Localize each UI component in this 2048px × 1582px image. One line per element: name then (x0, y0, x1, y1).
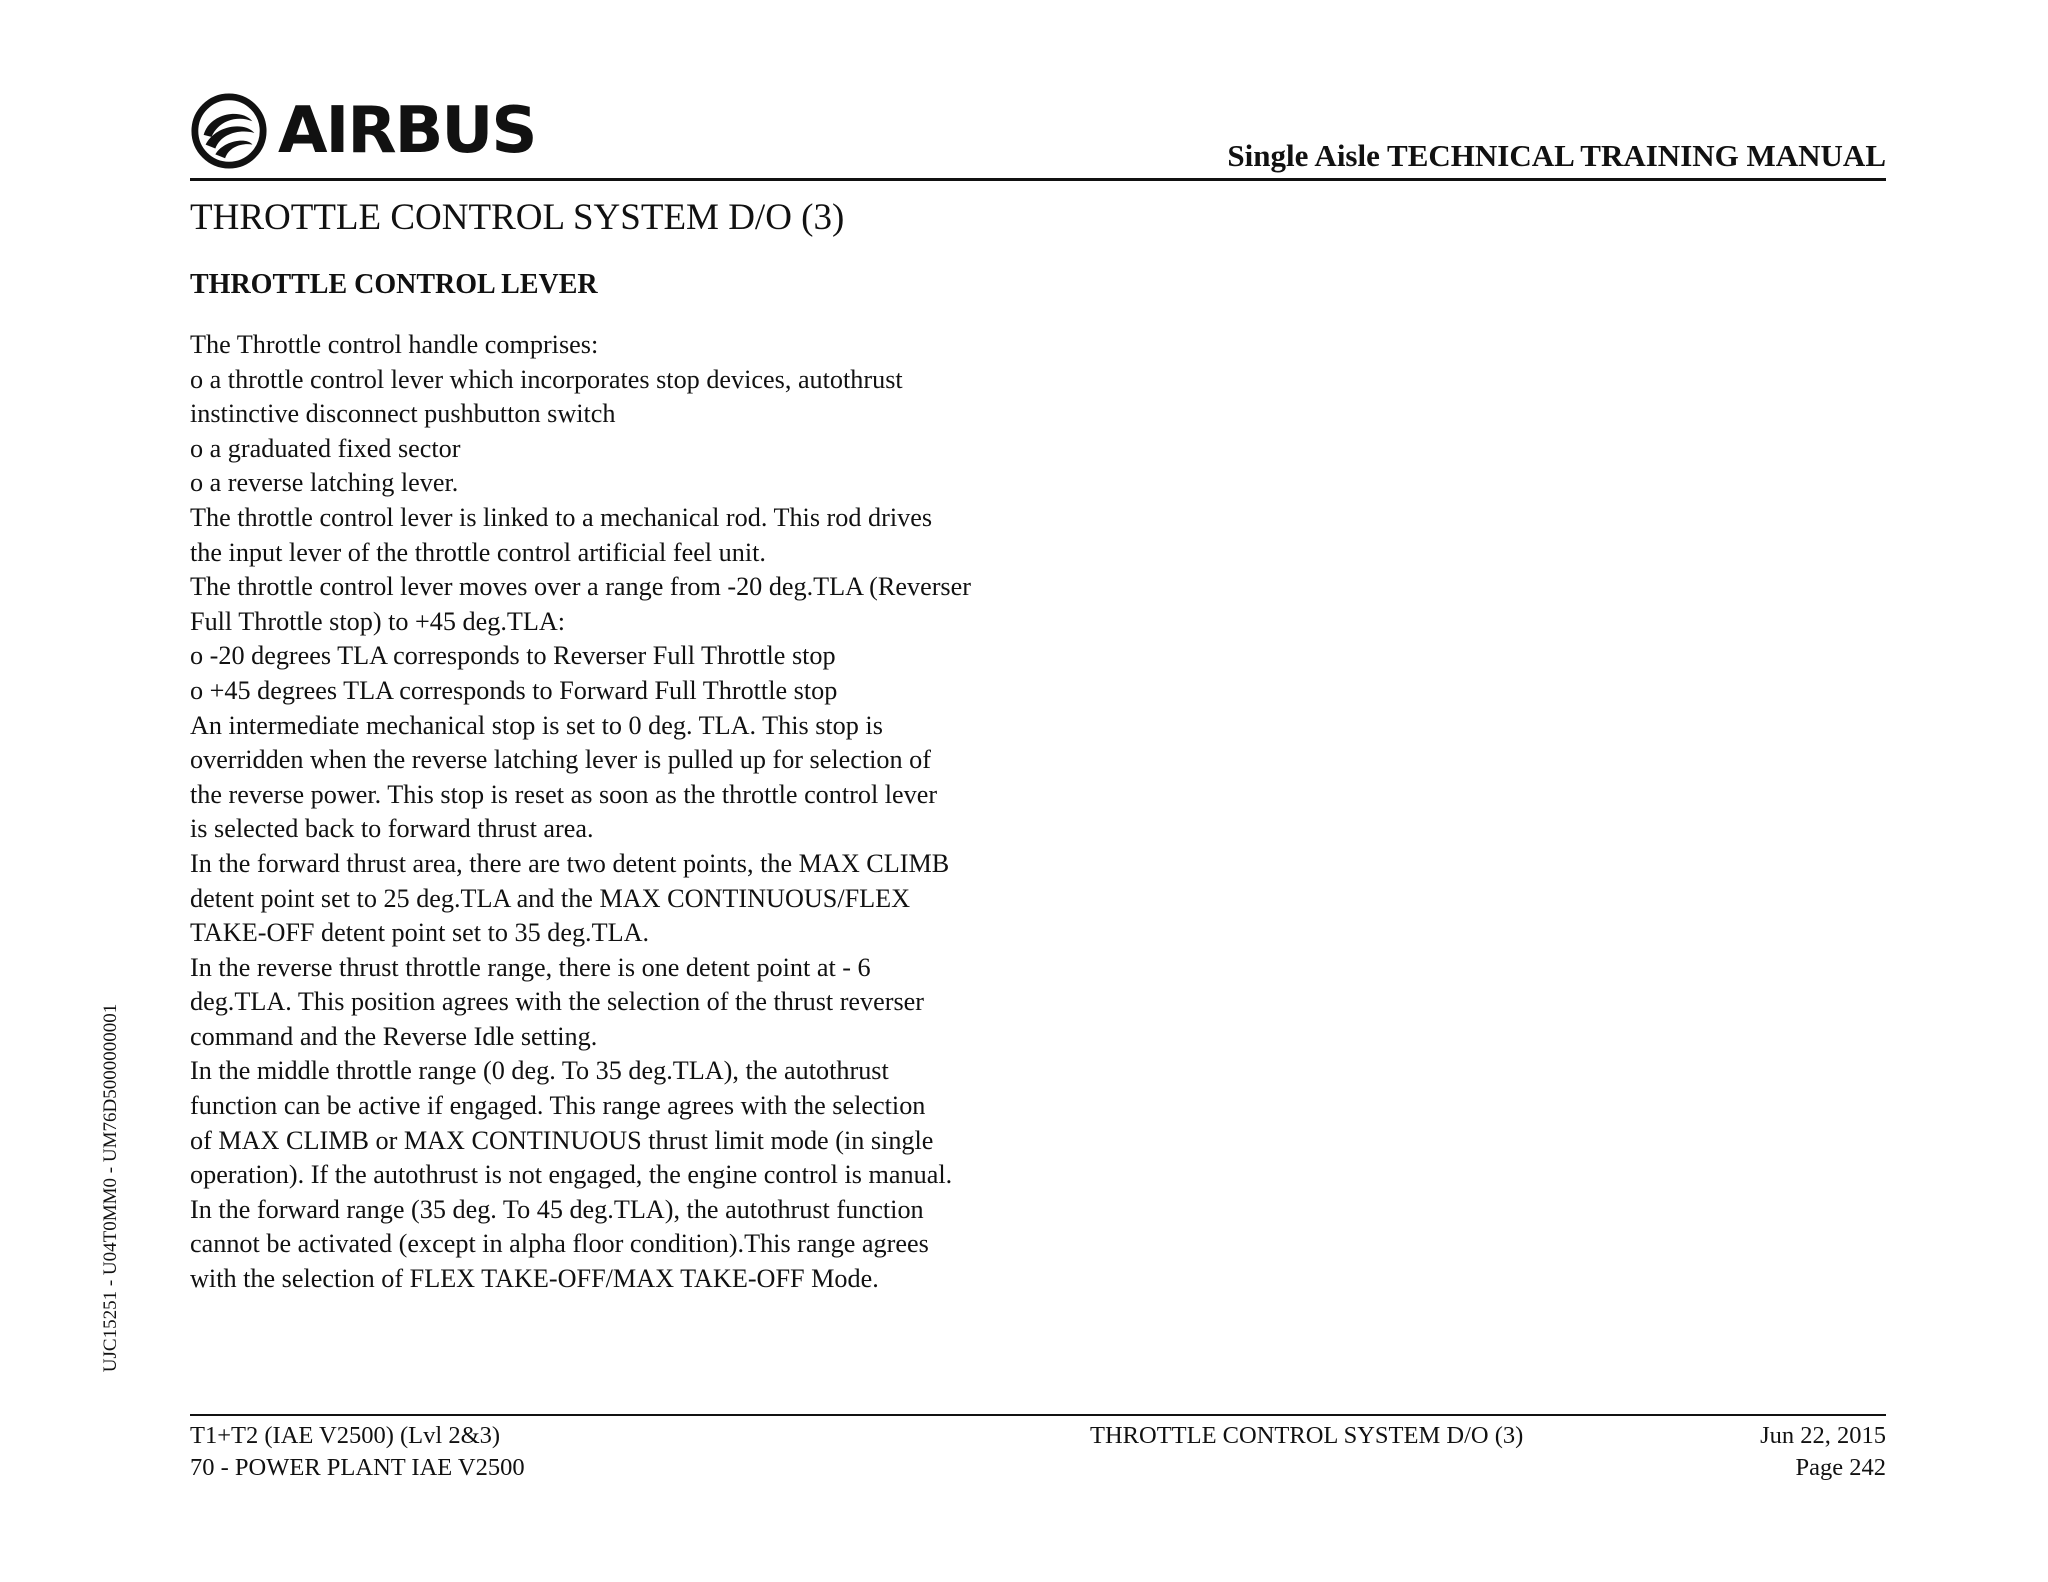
footer-chapter: 70 - POWER PLANT IAE V2500 (190, 1454, 525, 1481)
footer-page-number: Page 242 (1795, 1454, 1886, 1481)
side-document-code: UJC15251 - U04T0MM0 - UM76D5000000001 (100, 1003, 121, 1373)
body-line: Full Throttle stop) to +45 deg.TLA: (190, 606, 566, 636)
airbus-logo (190, 92, 535, 170)
airbus-swirl-icon (190, 92, 268, 170)
body-line: cannot be activated (except in alpha floor condition).This range agrees (190, 1229, 929, 1259)
body-line: The Throttle control handle comprises: (190, 330, 599, 359)
body-line: overridden when the reverse latching lever is pulled up for selection of (190, 745, 931, 775)
section-heading: THROTTLE CONTROL LEVER (190, 269, 598, 300)
manual-title: Single Aisle TECHNICAL TRAINING MANUAL (1227, 138, 1886, 173)
body-line: o a graduated fixed sector (190, 433, 461, 463)
body-line: the reverse power. This stop is reset as soon as the throttle control lever (190, 779, 938, 809)
footer-date: Jun 22, 2015 (1760, 1422, 1886, 1449)
body-line: In the middle throttle range (0 deg. To 35 deg.TLA), the autothrust (190, 1056, 889, 1086)
body-line: the input lever of the throttle control artificial feel unit. (190, 537, 766, 567)
body-line: In the forward thrust area, there are two detent points, the MAX CLIMB (190, 848, 950, 878)
footer-divider (190, 1414, 1886, 1416)
body-line: detent point set to 25 deg.TLA and the MAX CONTINUOUS/FLEX (190, 883, 911, 913)
body-line: TAKE-OFF detent point set to 35 deg.TLA. (190, 918, 650, 948)
body-line: o +45 degrees TLA corresponds to Forward Full Throttle stop (190, 675, 838, 705)
body-line: command and the Reverse Idle setting. (190, 1021, 598, 1051)
logo-wordmark: AIRBUS (278, 94, 536, 168)
body-line: is selected back to forward thrust area. (190, 814, 594, 844)
body-line: deg.TLA. This position agrees with the selection of the thrust reverser (190, 987, 925, 1017)
body-line: with the selection of FLEX TAKE-OFF/MAX TAKE-OFF Mode. (190, 1264, 879, 1294)
body-line: of MAX CLIMB or MAX CONTINUOUS thrust limit mode (in single (190, 1125, 934, 1155)
body-line: o -20 degrees TLA corresponds to Reverser Full Throttle stop (190, 641, 836, 671)
footer-course: T1+T2 (IAE V2500) (Lvl 2&3) (190, 1422, 501, 1449)
body-line: instinctive disconnect pushbutton switch (190, 399, 616, 429)
footer-topic: THROTTLE CONTROL SYSTEM D/O (3) (1090, 1422, 1524, 1449)
body-line: In the reverse thrust throttle range, there is one detent point at - 6 (190, 952, 871, 982)
body-text (190, 328, 1050, 1297)
body-line: o a throttle control lever which incorporates stop devices, autothrust (190, 364, 903, 394)
body-line: An intermediate mechanical stop is set to 0 deg. TLA. This stop is (190, 710, 883, 740)
body-line: In the forward range (35 deg. To 45 deg.TLA), the autothrust function (190, 1194, 924, 1224)
body-line: The throttle control lever moves over a range from -20 deg.TLA (Reverser (190, 572, 971, 602)
body-line: operation). If the autothrust is not engaged, the engine control is manual. (190, 1160, 953, 1190)
body-line: The throttle control lever is linked to a mechanical rod. This rod drives (190, 502, 933, 532)
body-line: function can be active if engaged. This range agrees with the selection (190, 1091, 926, 1121)
page-title: THROTTLE CONTROL SYSTEM D/O (3) (190, 197, 845, 238)
header-divider (190, 178, 1886, 181)
body-line: o a reverse latching lever. (190, 468, 459, 498)
